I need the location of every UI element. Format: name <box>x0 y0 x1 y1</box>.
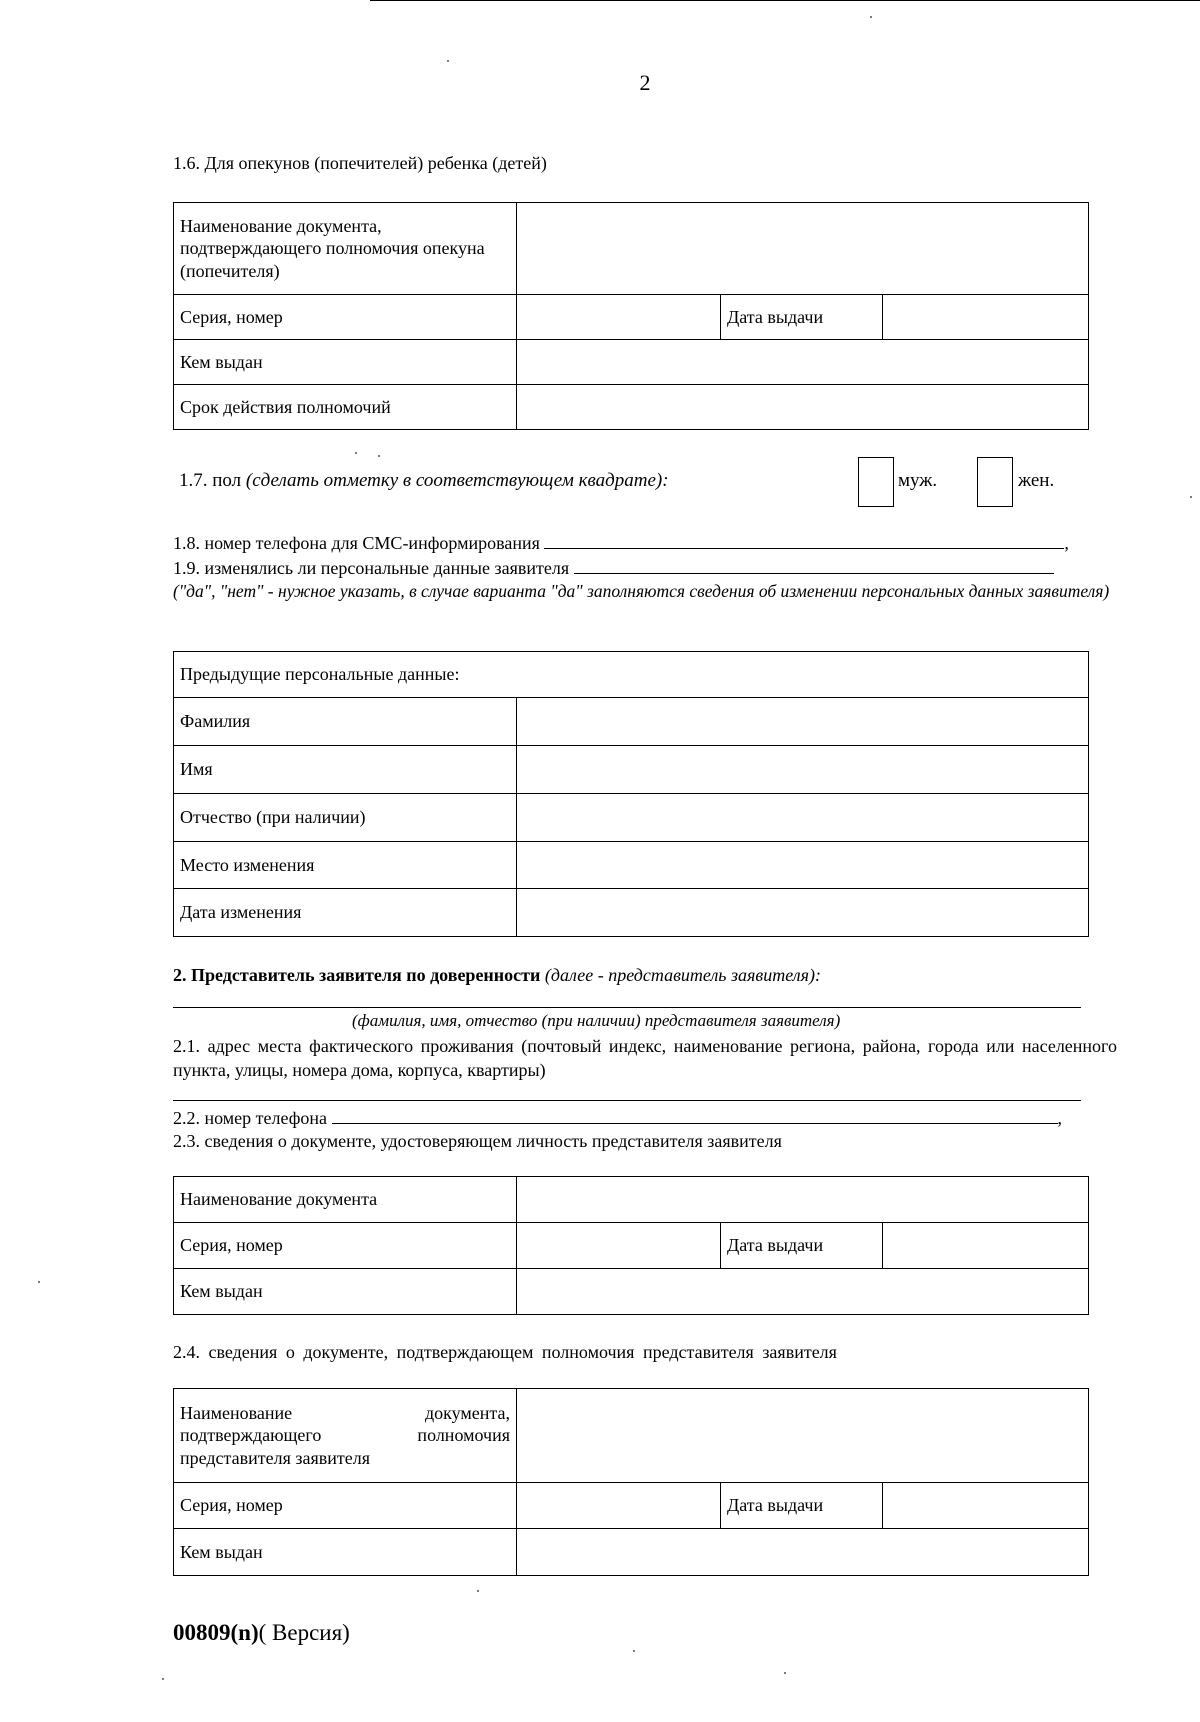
prev-change-place-label: Место изменения <box>174 842 517 889</box>
prev-patronymic-field[interactable] <box>517 794 1089 842</box>
sms-phone-comma: , <box>1064 533 1069 553</box>
gender-note: (сделать отметку в соответствующем квадрате): <box>245 470 669 491</box>
id-doc-issued-by-label: Кем выдан <box>174 1269 517 1315</box>
authority-date-field[interactable] <box>883 1483 1089 1529</box>
prev-name-label: Имя <box>174 746 517 794</box>
authority-series-field[interactable] <box>517 1483 721 1529</box>
personal-data-changed-label: 1.9. изменялись ли персональные данные заявителя <box>173 558 570 578</box>
section-2-heading-italic: (далее - представитель заявителя): <box>544 965 821 985</box>
id-doc-name-label: Наименование документа <box>174 1177 517 1223</box>
id-doc-date-field[interactable] <box>883 1223 1089 1269</box>
form-code-number: 00809(n) <box>173 1620 259 1645</box>
authority-doc-table <box>173 1388 1089 1576</box>
guardian-date-label: Дата выдачи <box>721 295 883 340</box>
id-doc-heading: 2.3. сведения о документе, удостоверяющем личность представителя заявителя <box>173 1131 782 1151</box>
scan-speck <box>38 1281 40 1283</box>
authority-doc-name-label: Наименование документа, подтверждающего полномочия представителя заявителя <box>174 1389 517 1483</box>
scan-top-edge <box>370 0 1200 1</box>
guardian-issued-by-field[interactable] <box>517 340 1089 385</box>
gender-label: 1.7. пол <box>179 470 242 491</box>
representative-phone-field[interactable] <box>332 1107 1058 1124</box>
guardian-doc-name-label: Наименование документа, подтверждающего полномочия опекуна (попечителя) <box>174 203 517 295</box>
id-doc-table <box>173 1176 1089 1315</box>
address-label: 2.1. адрес места фактического проживания (почтовый индекс, наименование региона, района, города или населенного пункта, улицы, номера дома, корпуса, квартиры) <box>173 1036 1117 1081</box>
male-label: муж. <box>898 470 938 491</box>
section-2-heading <box>173 965 821 986</box>
guardian-validity-field[interactable] <box>517 385 1089 430</box>
personal-data-changed-line <box>173 557 1054 579</box>
address-field[interactable] <box>173 1100 1081 1101</box>
previous-data-header: Предыдущие персональные данные: <box>174 652 1089 698</box>
scan-speck <box>378 455 380 457</box>
guardian-series-field[interactable] <box>517 295 721 340</box>
sms-phone-line <box>173 532 1069 554</box>
guardian-series-label: Серия, номер <box>174 295 517 340</box>
form-version: ( Версия) <box>258 1620 350 1645</box>
id-doc-date-label: Дата выдачи <box>721 1223 883 1269</box>
authority-doc-name-field[interactable] <box>517 1389 1089 1483</box>
scan-speck <box>633 1650 635 1652</box>
authority-series-label: Серия, номер <box>174 1483 517 1529</box>
representative-name-field[interactable] <box>173 1007 1081 1008</box>
representative-phone-comma: , <box>1057 1108 1063 1128</box>
female-checkbox[interactable] <box>977 457 1013 507</box>
female-label: жен. <box>1018 470 1055 491</box>
scan-speck <box>1190 496 1192 498</box>
guardian-validity-label: Срок действия полномочий <box>174 385 517 430</box>
authority-issued-by-field[interactable] <box>517 1529 1089 1576</box>
male-checkbox[interactable] <box>858 457 894 507</box>
personal-data-changed-field[interactable] <box>574 557 1054 574</box>
scan-speck <box>784 1672 786 1674</box>
section-2-heading-bold: 2. Представитель заявителя по доверенности <box>173 965 541 985</box>
guardian-date-field[interactable] <box>883 295 1089 340</box>
page-number: 2 <box>639 70 651 95</box>
id-doc-name-field[interactable] <box>517 1177 1089 1223</box>
scan-speck <box>355 452 357 454</box>
prev-patronymic-label: Отчество (при наличии) <box>174 794 517 842</box>
scan-speck <box>447 60 449 62</box>
section-1-6-heading: 1.6. Для опекунов (попечителей) ребенка (детей) <box>173 153 547 173</box>
gender-line <box>179 470 669 492</box>
prev-surname-label: Фамилия <box>174 698 517 746</box>
prev-change-date-label: Дата изменения <box>174 889 517 937</box>
section-2-4-heading: 2.4. сведения о документе, подтверждающем полномочия представителя заявителя <box>173 1342 837 1362</box>
prev-name-field[interactable] <box>517 746 1089 794</box>
id-doc-issued-by-field[interactable] <box>517 1269 1089 1315</box>
representative-phone-label: 2.2. номер телефона <box>173 1108 328 1128</box>
form-code <box>173 1620 350 1646</box>
id-doc-series-field[interactable] <box>517 1223 721 1269</box>
guardian-doc-table <box>173 202 1089 430</box>
prev-change-place-field[interactable] <box>517 842 1089 889</box>
sms-phone-field[interactable] <box>544 532 1064 549</box>
authority-issued-by-label: Кем выдан <box>174 1529 517 1576</box>
representative-name-caption: (фамилия, имя, отчество (при наличии) представителя заявителя) <box>352 1011 841 1030</box>
sms-phone-label: 1.8. номер телефона для СМС-информирования <box>173 533 540 553</box>
representative-phone-line <box>173 1107 1062 1129</box>
scan-speck <box>162 1678 164 1680</box>
previous-data-table <box>173 651 1089 937</box>
prev-surname-field[interactable] <box>517 698 1089 746</box>
guardian-issued-by-label: Кем выдан <box>174 340 517 385</box>
personal-data-note: ("да", "нет" - нужное указать, в случае варианта "да" заполняются сведения об изменении персональных данных заявителя) <box>173 581 1110 601</box>
guardian-doc-name-field[interactable] <box>517 203 1089 295</box>
id-doc-series-label: Серия, номер <box>174 1223 517 1269</box>
scan-speck <box>477 1590 479 1592</box>
authority-date-label: Дата выдачи <box>721 1483 883 1529</box>
scan-speck <box>870 16 872 18</box>
prev-change-date-field[interactable] <box>517 889 1089 937</box>
